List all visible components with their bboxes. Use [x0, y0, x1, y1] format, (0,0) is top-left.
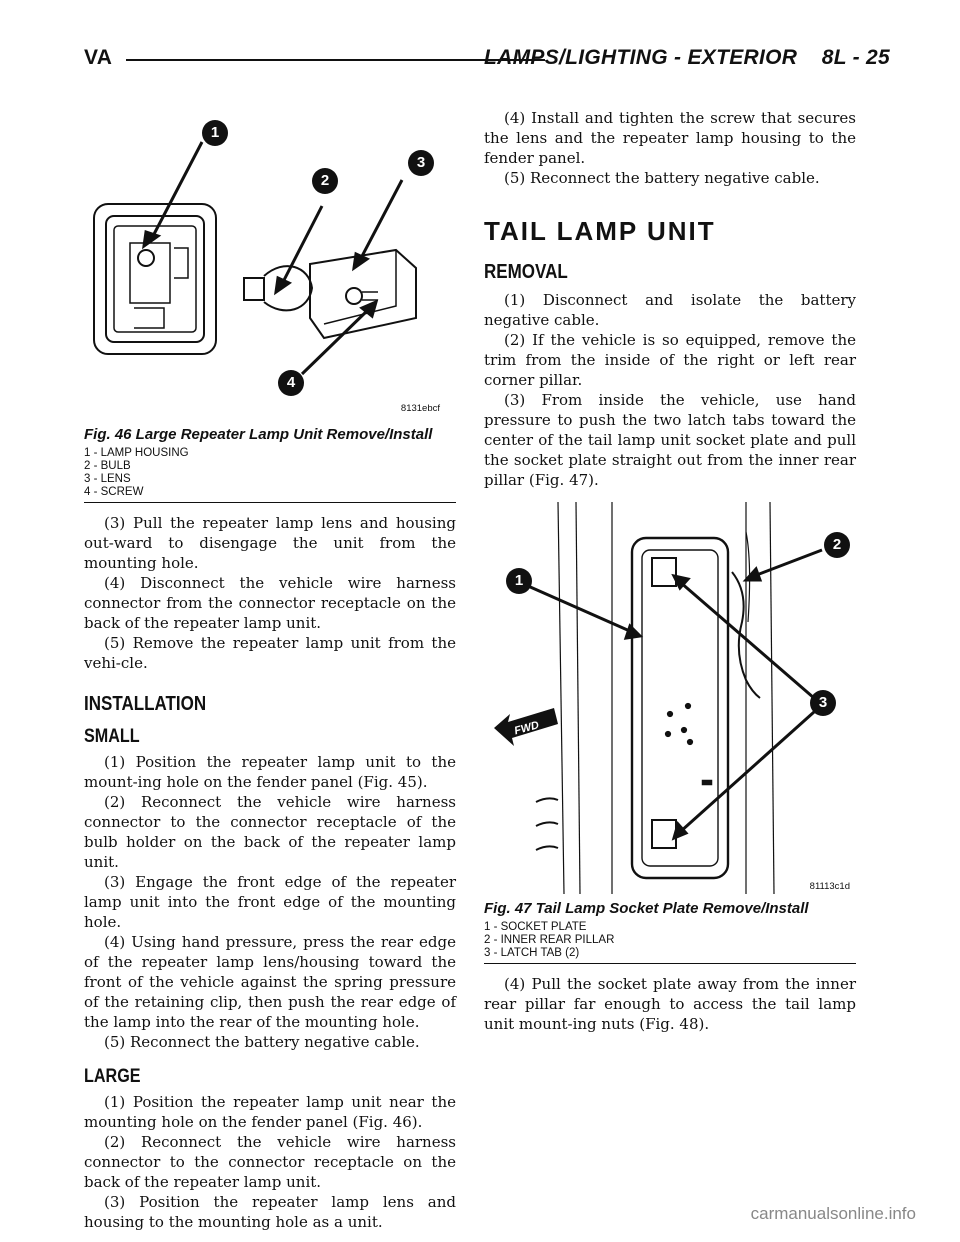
fig46-legend-item: 1 - LAMP HOUSING: [84, 447, 189, 459]
fig46-callout-4: 4: [278, 370, 304, 396]
fig47-fwd-label: FWD: [513, 719, 541, 738]
page-header: [84, 40, 890, 76]
fig47-callout-3: 3: [810, 690, 836, 716]
installation-heading: INSTALLATION: [84, 693, 207, 715]
fig46-callout-1: 1: [202, 120, 228, 146]
paragraph: (1) Disconnect and isolate the battery negative cable.: [484, 291, 856, 329]
fig46-id: 8131ebcf: [400, 403, 440, 414]
fig47-legend-item: 2 - INNER REAR PILLAR: [484, 934, 615, 946]
fig47-legend-item: 3 - LATCH TAB (2): [484, 947, 580, 959]
fig46-callout-3: 3: [408, 150, 434, 176]
fig47-callout-1: 1: [506, 568, 532, 594]
fig46-caption: Fig. 46 Large Repeater Lamp Unit Remove/Install: [84, 426, 433, 443]
fig47-callout-2: 2: [824, 532, 850, 558]
header-rule: [126, 59, 545, 61]
fig47-id: 81113c1d: [809, 881, 850, 892]
paragraph: (3) Position the repeater lamp lens and housing to the mounting hole as a unit.: [84, 1193, 456, 1231]
paragraph: (2) Reconnect the vehicle wire harness connector to the connector receptacle on the back of the repeater lamp unit.: [84, 1133, 456, 1191]
fig46-legend-item: 2 - BULB: [84, 460, 131, 472]
paragraph: (1) Position the repeater lamp unit to the mount-ing hole on the fender panel (Fig. 45).: [84, 753, 456, 791]
tail-lamp-heading: TAIL LAMP UNIT: [484, 216, 716, 246]
figure-46-illustration: [84, 108, 456, 420]
removal-heading: REMOVAL: [484, 261, 568, 283]
paragraph: (4) Using hand pressure, press the rear edge of the repeater lamp lens/housing toward the front of the vehicle against the spring pressure of the retaining clip, then push the rear edge of the lamp into the rear of the mounting hole.: [84, 933, 456, 1031]
left-column: [84, 108, 456, 1232]
paragraph: (4) Install and tighten the screw that secures the lens and the repeater lamp housing to the fender panel.: [484, 109, 856, 167]
large-heading: LARGE: [84, 1066, 141, 1087]
fig46-legend: [84, 447, 456, 503]
small-heading: SMALL: [84, 726, 140, 747]
fig47-legend-item: 1 - SOCKET PLATE: [484, 921, 587, 933]
right-column: [484, 108, 856, 1034]
paragraph: (1) Position the repeater lamp unit near the mounting hole on the fender panel (Fig. 46).: [84, 1093, 456, 1131]
header-right: LAMPS/LIGHTING - EXTERIOR 8L - 25: [484, 46, 890, 69]
fig47-legend: [484, 921, 856, 964]
fig46-callout-2: 2: [312, 168, 338, 194]
figure-47-illustration: [484, 502, 856, 894]
paragraph: (4) Disconnect the vehicle wire harness connector from the connector receptacle on the back of the repeater lamp unit.: [84, 574, 456, 632]
paragraph: (5) Reconnect the battery negative cable.: [504, 169, 820, 187]
paragraph: (4) Pull the socket plate away from the inner rear pillar far enough to access the tail lamp unit mount-ing nuts (Fig. 48).: [484, 975, 856, 1033]
paragraph: (5) Reconnect the battery negative cable.: [104, 1033, 420, 1051]
figure-47: [484, 502, 856, 894]
paragraph: (3) Pull the repeater lamp lens and housing out-ward to disengage the unit from the mounting hole.: [84, 514, 456, 572]
paragraph: (3) Engage the front edge of the repeater lamp unit into the front edge of the mounting hole.: [84, 873, 456, 931]
watermark: carmanualsonline.info: [750, 1204, 916, 1223]
figure-46: [84, 108, 456, 420]
paragraph: (2) Reconnect the vehicle wire harness connector to the connector receptacle of the bulb holder on the back of the repeater lamp unit.: [84, 793, 456, 871]
fig47-caption: Fig. 47 Tail Lamp Socket Plate Remove/Install: [484, 900, 809, 917]
paragraph: (5) Remove the repeater lamp unit from the vehi-cle.: [84, 634, 456, 672]
paragraph: (3) From inside the vehicle, use hand pressure to push the two latch tabs toward the center of the tail lamp unit socket plate and pull the socket plate straight out from the inner rear pillar (Fig. 47).: [484, 391, 856, 489]
fig46-legend-item: 3 - LENS: [84, 473, 131, 485]
header-left: VA: [84, 46, 113, 69]
fig46-legend-item: 4 - SCREW: [84, 486, 144, 498]
paragraph: (2) If the vehicle is so equipped, remove the trim from the inside of the right or left rear corner pillar.: [484, 331, 856, 389]
